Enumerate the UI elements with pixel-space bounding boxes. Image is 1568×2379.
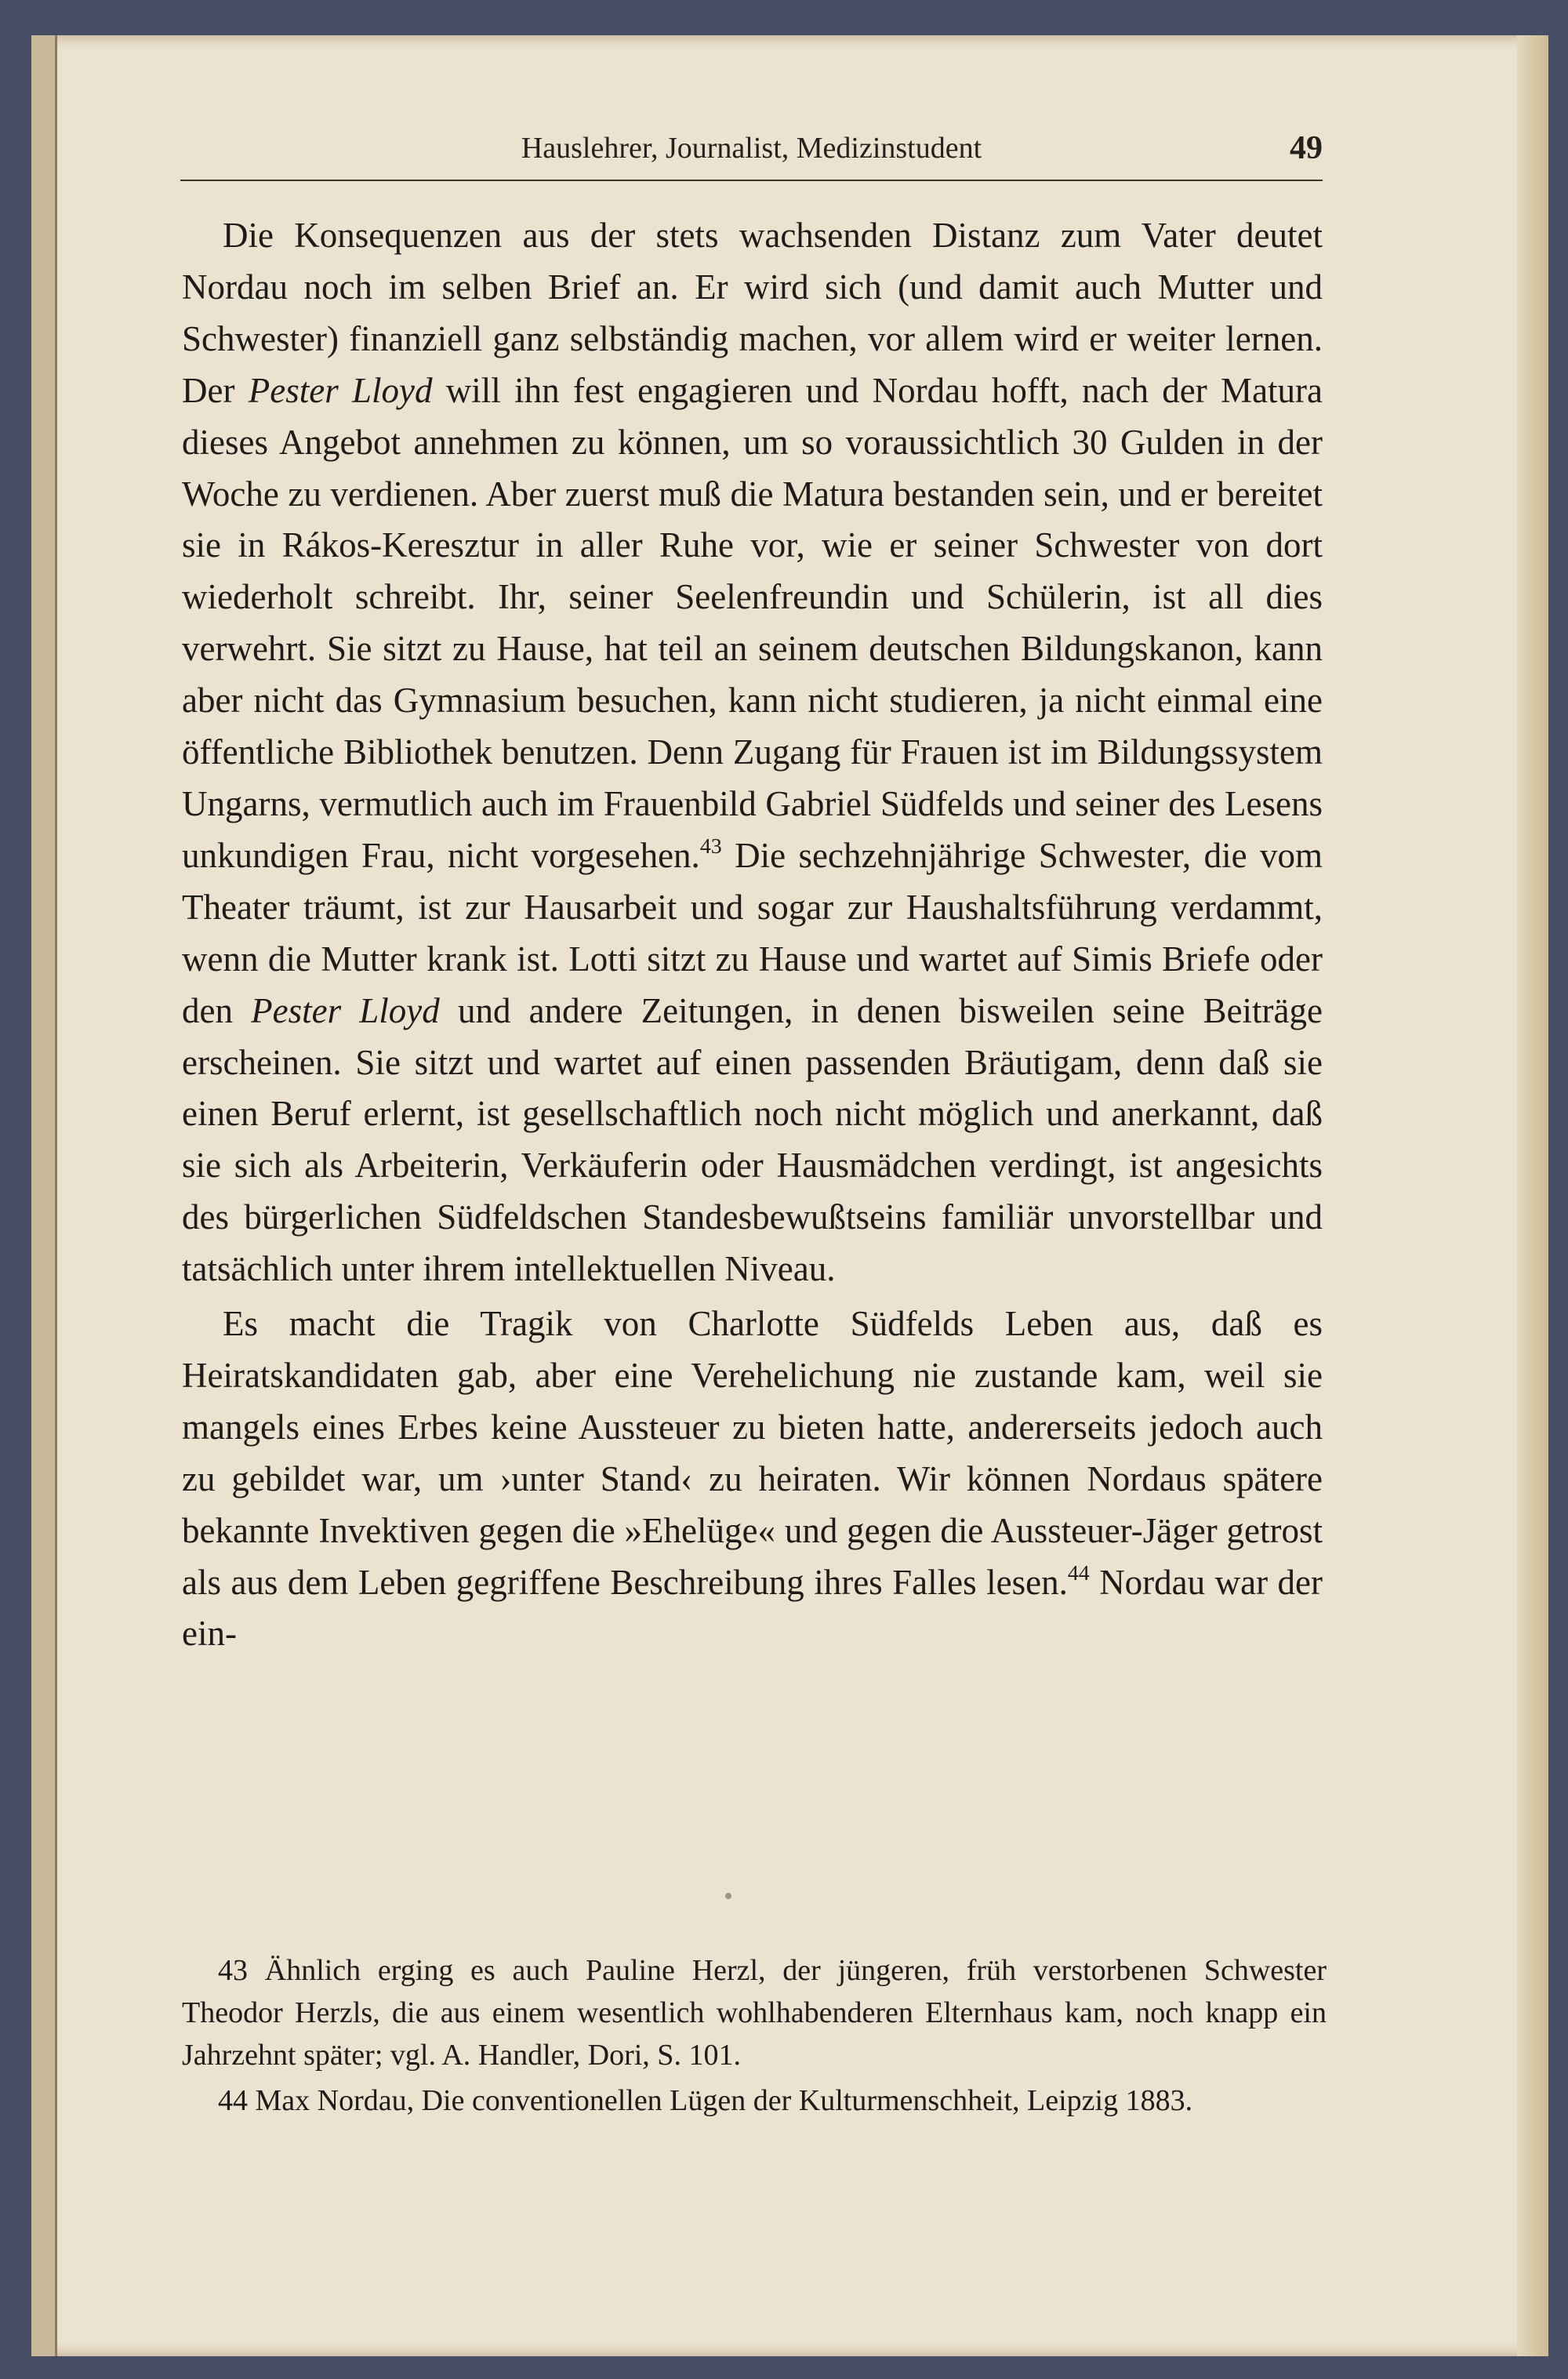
paragraph-2 — [182, 1298, 1323, 1660]
footnote-43-number: 43 — [218, 1954, 248, 1987]
p1-text-d: und andere Zeitungen, in denen bisweilen seine Beiträge erscheinen. Sie sitzt und wartet auf einen passenden Bräutigam, denn daß sie einen Beruf erlernt, ist gesellschaftlich noch nicht möglich und anerkannt, daß sie sich als Arbeiterin, Verkäuferin oder Hausmädchen verdingt, ist angesichts des bürgerlichen Südfeldschen Standesbewußtseins familiär unvorstellbar und tatsächlich unter ihrem intellektuellen Niveau. — [182, 990, 1323, 1289]
footnote-ref-44: 44 — [1067, 1560, 1090, 1585]
p1-italic-title-2: Pester Lloyd — [251, 990, 440, 1030]
p1-text-b: will ihn fest engagieren und Nordau hofft, nach der Matura dieses Angebot annehmen zu können, um so voraussichtlich 30 Gulden in der Woche zu verdienen. Aber zuerst muß die Matura bestanden sein, und er bereitet sie in Rákos-Keresztur in aller Ruhe vor, wie er seiner Schwester von dort wiederholt schreibt. Ihr, seiner Seelenfreundin und Schülerin, ist all dies verwehrt. Sie sitzt zu Hause, hat teil an seinem deutschen Bildungskanon, kann aber nicht das Gymnasium besuchen, kann nicht studieren, ja nicht einmal eine öffentliche Bibliothek benutzen. Denn Zugang für Frauen ist im Bildungssystem Ungarns, vermutlich auch im Frauenbild Gabriel Südfelds und seiner des Lesens unkundigen Frau, nicht vorgesehen. — [182, 370, 1323, 875]
body-text — [182, 210, 1323, 1660]
p2-text-a: Es macht die Tragik von Charlotte Südfelds Leben aus, daß es Heiratskandidaten gab, aber eine Verehelichung nie zustande kam, weil sie mangels eines Erbes keine Aussteuer zu bieten hatte, andererseits jedoch auch zu gebildet war, um ›unter Stand‹ zu heiraten. Wir können Nordaus spätere bekannte Invektiven gegen die »Ehelüge« und gegen die Aussteuer-Jäger getrost als aus dem Leben gegriffene Beschreibung ihres Falles lesen. — [182, 1304, 1323, 1602]
separator-dot — [725, 1893, 731, 1899]
paragraph-1 — [182, 210, 1323, 1295]
page-edge — [1517, 35, 1548, 2356]
footnote-44-text: Max Nordau, Die conventionellen Lügen der Kulturmenschheit, Leipzig 1883. — [255, 2084, 1193, 2117]
footnote-43 — [182, 1949, 1327, 2076]
running-header — [180, 129, 1323, 181]
page-number: 49 — [1290, 130, 1323, 166]
footnote-ref-43: 43 — [699, 834, 722, 859]
p1-text-a: Die Konsequenzen aus der stets wachsenden Distanz zum Vater deutet Nordau noch im selben Brief an. Er wird sich (und damit auch Mutter und Schwester) finanziell ganz selbständig machen, vor allem wird er weiter lernen. Der — [182, 216, 1323, 410]
footnote-44 — [182, 2079, 1327, 2122]
running-header-title: Hauslehrer, Journalist, Medizinstudent — [521, 132, 982, 165]
p2-text-b: Nordau war der ein- — [182, 1562, 1323, 1654]
footnotes — [182, 1949, 1327, 2122]
footnote-43-text: Ähnlich erging es auch Pauline Herzl, der jüngeren, früh verstorbenen Schwester Theodor Herzls, die aus einem wesentlich wohlhabenderen Elternhaus kam, noch knapp ein Jahrzehnt später; vgl. A. Handler, Dori, S. 101. — [182, 1954, 1327, 2072]
footnote-44-number: 44 — [218, 2084, 248, 2117]
page-binding — [31, 35, 57, 2356]
p1-italic-title-1: Pester Lloyd — [248, 370, 433, 410]
p1-text-c: Die sechzehnjährige Schwester, die vom Theater träumt, ist zur Hausarbeit und sogar zur Haushaltsführung verdammt, wenn die Mutter krank ist. Lotti sitzt zu Hause und wartet auf Simis Briefe oder den — [182, 835, 1323, 1030]
